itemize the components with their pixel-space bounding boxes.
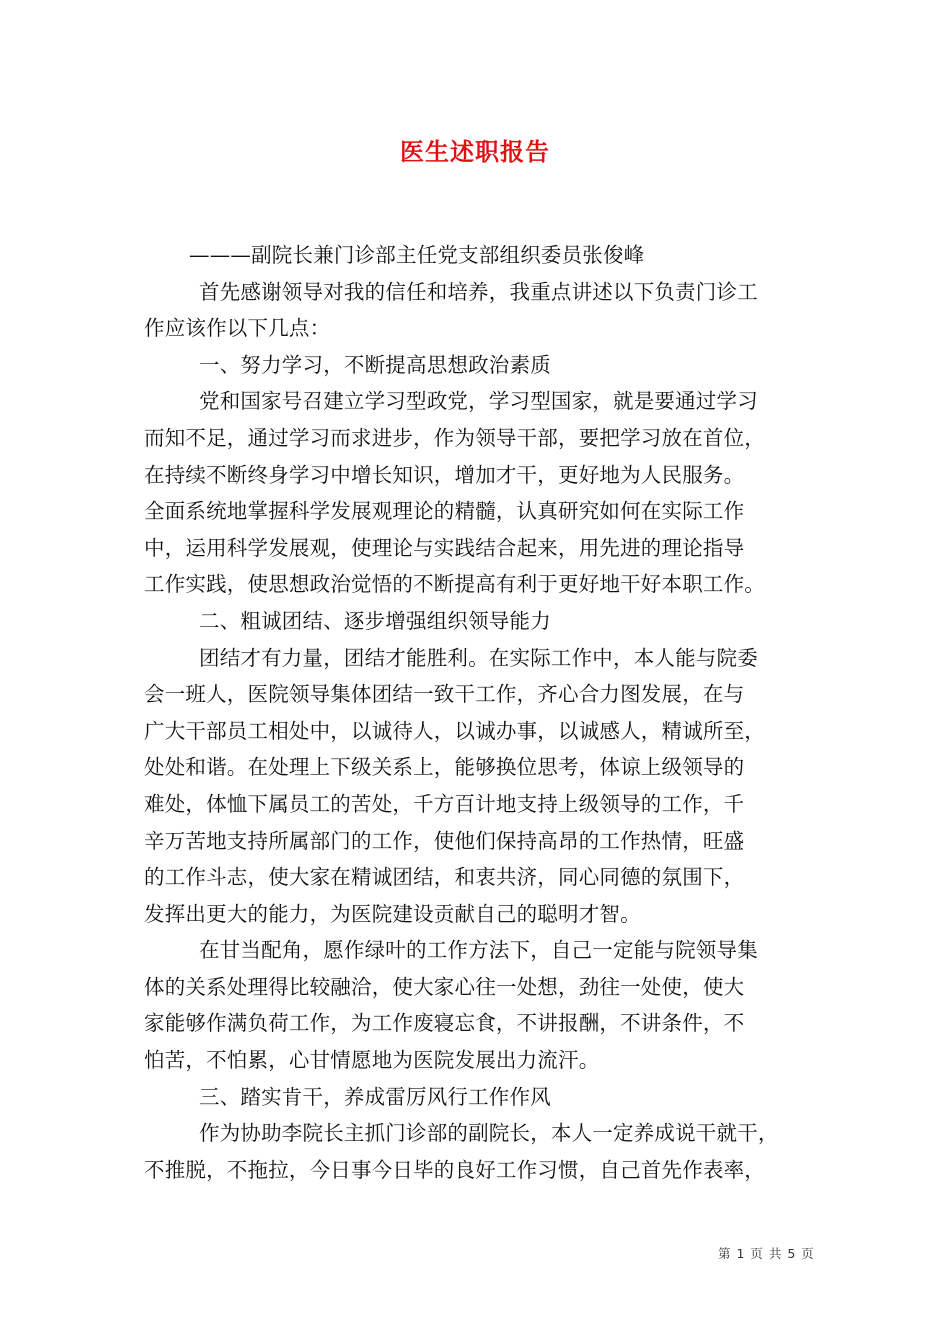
text-line: 在甘当配角，愿作绿叶的工作方法下，自己一定能与院领导集: [199, 938, 758, 963]
text-line: 党和国家号召建立学习型政党，学习型国家，就是要通过学习: [199, 389, 758, 414]
text-line: 怕苦，不怕累，心甘情愿地为医院发展出力流汗。: [144, 1048, 600, 1073]
text-line: 难处，体恤下属员工的苦处，千方百计地支持上级领导的工作，千: [144, 791, 745, 816]
text-line: 发挥出更大的能力，为医院建设贡献自己的聪明才智。: [144, 901, 641, 926]
text-line: 会一班人，医院领导集体团结一致干工作，齐心合力图发展，在与: [144, 682, 745, 707]
text-line: 首先感谢领导对我的信任和培养，我重点讲述以下负责门诊工: [199, 279, 758, 304]
text-line: 作应该作以下几点：: [144, 316, 331, 341]
text-line: ———副院长兼门诊部主任党支部组织委员张俊峰: [189, 243, 645, 267]
text-line: 不推脱，不拖拉，今日事今日毕的良好工作习惯，自己首先作表率，: [144, 1157, 765, 1182]
text-line: 二、粗诚团结、逐步增强组织领导能力: [199, 608, 551, 633]
text-line: 全面系统地掌握科学发展观理论的精髓，认真研究如何在实际工作: [144, 499, 745, 524]
text-line: 广大干部员工相处中，以诚待人，以诚办事，以诚感人，精诚所至，: [144, 718, 765, 743]
text-line: 团结才有力量，团结才能胜利。在实际工作中，本人能与院委: [199, 645, 758, 670]
document-title: 医生述职报告: [400, 137, 550, 166]
text-line: 体的关系处理得比较融洽，使大家心往一处想，劲往一处使，使大: [144, 974, 745, 999]
text-line: 一、努力学习，不断提高思想政治素质: [199, 352, 551, 377]
document-body: [144, 237, 809, 1188]
text-line: 中，运用科学发展观，使理论与实践结合起来，用先进的理论指导: [144, 535, 745, 560]
text-line: 家能够作满负荷工作，为工作废寝忘食，不讲报酬，不讲条件，不: [144, 1011, 745, 1036]
text-line: 的工作斗志，使大家在精诚团结，和衷共济，同心同德的氛围下，: [144, 865, 745, 890]
text-line: 工作实践，使思想政治觉悟的不断提高有利于更好地干好本职工作。: [144, 572, 765, 597]
text-line: 而知不足，通过学习而求进步，作为领导干部，要把学习放在首位，: [144, 425, 765, 450]
text-line: 在持续不断终身学习中增长知识，增加才干，更好地为人民服务。: [144, 462, 745, 487]
text-line: 作为协助李院长主抓门诊部的副院长，本人一定养成说干就干，: [199, 1121, 779, 1146]
text-line: 辛万苦地支持所属部门的工作，使他们保持高昂的工作热情，旺盛: [144, 828, 745, 853]
page-indicator: 第 1 页 共 5 页: [718, 1246, 815, 1261]
text-line: 处处和谐。在处理上下级关系上，能够换位思考，体谅上级领导的: [144, 755, 745, 780]
text-line: 三、踏实肯干，养成雷厉风行工作作风: [199, 1084, 551, 1109]
